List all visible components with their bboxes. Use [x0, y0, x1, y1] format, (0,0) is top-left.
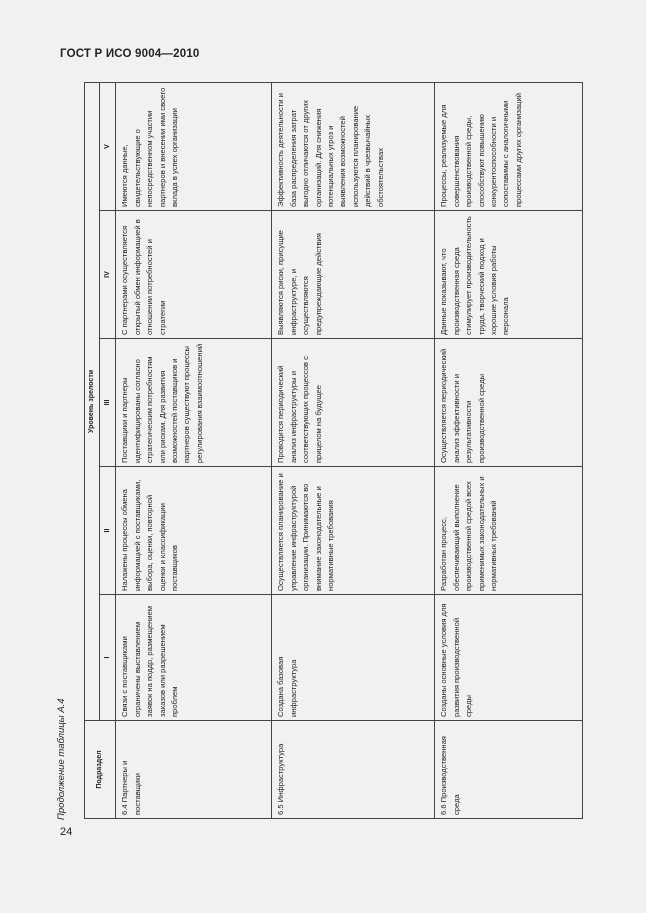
- level-cell: Осуществляется планирование и управление инфраструктурой организации. Принимаются во внимание законодательные и нормативные требования: [272, 467, 435, 595]
- level-header: V: [100, 82, 116, 210]
- maturity-table: [84, 82, 583, 819]
- level-cell: Осуществляется периодический анализ эффективности и результативности производственной среды: [435, 339, 583, 467]
- subclause-cell: 6.5 Инфраструктура: [272, 721, 435, 819]
- level-cell: Налажены процессы обмена информацией с поставщиками, выбора, оценки, повторной оценки и классификации поставщиков: [116, 467, 272, 595]
- level-header: III: [100, 339, 116, 467]
- table-row: [116, 82, 272, 818]
- subclause-header: Подраздел: [85, 721, 116, 819]
- level-cell: Данные показывают, что производственная среда стимулирует производительность труда, творческий подход и хорошие условия работы персонала: [435, 211, 583, 339]
- level-cell: Процессы, реализуемые для совершенствования производственной среды, способствуют повышению конкурентоспособности и сопоставимы с аналогичными процессами других организаций: [435, 82, 583, 210]
- level-cell: Создана базовая инфраструктура: [272, 595, 435, 721]
- level-cell: Выявляются риски, присущие инфраструктуре, и осуществляются предупреждающие действия: [272, 211, 435, 339]
- level-header: II: [100, 467, 116, 595]
- level-header: I: [100, 595, 116, 721]
- level-cell: Разработан процесс, обеспечивающий выполнение производственной средой всех применимых законодательных и нормативных требований: [435, 467, 583, 595]
- level-cell: Проводится периодический анализ инфраструктуры и соответствующих процессов с прицелом на будущее: [272, 339, 435, 467]
- subclause-cell: 6.6 Производственная среда: [435, 721, 583, 819]
- rotated-table-container: [84, 83, 583, 819]
- page-number: 24: [60, 826, 73, 838]
- table-continuation-label: Продолжение таблицы А.4: [56, 698, 67, 820]
- table-row: [272, 82, 435, 818]
- level-cell: Имеются данные, свидетельствующие о непосредственном участии партнеров и внесении ими своего вклада в успех организации: [116, 82, 272, 210]
- level-cell: Связи с поставщиками ограничены выставлением заявок на поддр, размещением заказов или разрешением проблем: [116, 595, 272, 721]
- level-cell: С партнерами осуществляется открытый обмен информацией в отношении потребностей и стратегии: [116, 211, 272, 339]
- level-cell: Созданы основные условия для развития производственной среды: [435, 595, 583, 721]
- level-header: IV: [100, 211, 116, 339]
- level-cell: Эффективность деятельности и база распределения затрат выгодно отличаются от других организаций. Для снижения потенциальных угроз и выявления возможностей используются планирование действий в чрезвычайных обстоятельствах: [272, 82, 435, 210]
- subclause-cell: 6.4 Партнеры и поставщики: [116, 721, 272, 819]
- levels-header: Уровень зрелости: [85, 82, 100, 720]
- document-header: ГОСТ Р ИСО 9004—2010: [60, 48, 200, 60]
- table-row: [435, 82, 583, 818]
- level-cell: Поставщики и партнеры идентифицированы согласно стратегическим потребностям или рискам. Для развития возможностей поставщиков и партнеров существуют процессы регулирования взаимоотношений: [116, 339, 272, 467]
